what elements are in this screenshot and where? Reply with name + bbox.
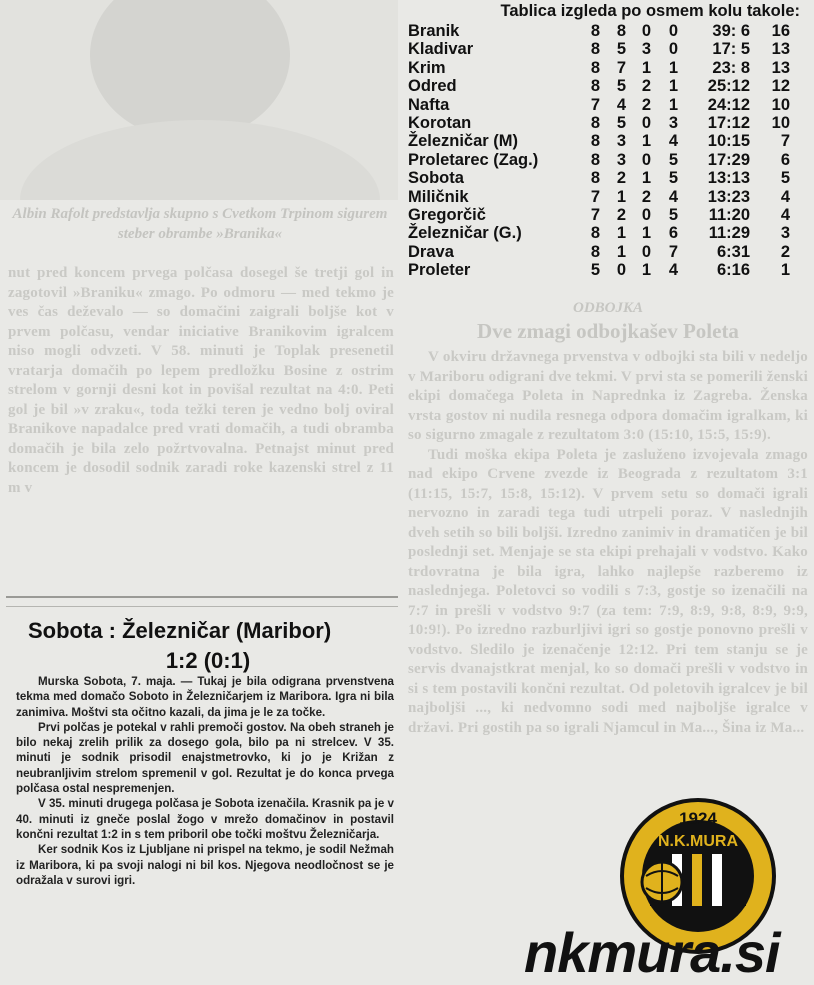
table-cell-l: 4: [668, 132, 678, 151]
table-cell-p: 8: [590, 132, 600, 151]
logo-year: 1924: [679, 809, 717, 828]
table-cell-team: Branik: [408, 22, 460, 40]
table-row: [408, 22, 808, 40]
table-row: [408, 40, 808, 58]
table-cell-w: 5: [616, 40, 626, 59]
table-cell-team: Sobota: [408, 169, 464, 188]
table-cell-pts: 16: [771, 22, 790, 40]
table-cell-p: 8: [590, 22, 600, 40]
table-row: [408, 77, 808, 95]
table-cell-goals: 10:15: [707, 132, 750, 151]
table-cell-p: 8: [590, 169, 600, 188]
table-cell-w: 1: [616, 242, 626, 261]
table-cell-d: 1: [641, 224, 651, 243]
table-cell-goals: 11:20: [708, 206, 750, 224]
table-cell-l: 6: [668, 224, 678, 243]
table-cell-p: 7: [590, 206, 600, 224]
table-cell-pts: 6: [780, 150, 790, 169]
section-headline: Dve zmagi odbojkašev Poleta: [477, 319, 739, 343]
table-cell-w: 1: [616, 187, 626, 206]
table-cell-w: 3: [616, 150, 626, 169]
table-cell-pts: 5: [780, 169, 790, 188]
table-cell-team: Gregorčič: [408, 206, 486, 224]
table-cell-w: 1: [616, 224, 626, 243]
table-cell-d: 1: [641, 58, 651, 77]
table-cell-d: 1: [641, 261, 651, 280]
article-paragraph: V 35. minuti drugega polčasa je Sobota izenačila. Krasnik pa je v 40. minuti iz gneče poslal žogo v mrežo domačinov in postavil končni rezultat 1:2 in s tem priboril obe točki moštvu Železničarja.: [16, 797, 394, 841]
watermark-text: nkmura.si: [524, 921, 780, 984]
table-row: [408, 169, 808, 187]
table-cell-d: 2: [641, 95, 651, 114]
table-cell-l: 1: [668, 95, 678, 114]
table-cell-w: 7: [616, 58, 626, 77]
table-cell-d: 0: [641, 150, 651, 169]
table-cell-p: 8: [590, 114, 600, 132]
table-cell-l: 0: [668, 22, 678, 40]
table-row: [408, 114, 808, 132]
table-cell-pts: 4: [780, 206, 790, 224]
table-cell-w: 4: [616, 95, 626, 114]
table-cell-l: 5: [668, 206, 678, 224]
article-body: [16, 674, 394, 888]
table-cell-goals: 6:31: [716, 242, 750, 261]
table-cell-goals: 24:12: [707, 95, 750, 114]
table-row: [408, 243, 808, 261]
table-cell-pts: 2: [780, 242, 790, 261]
table-cell-d: 1: [641, 132, 651, 151]
right-faded-column: [408, 300, 808, 738]
table-cell-team: Drava: [408, 242, 454, 261]
table-cell-goals: 25:12: [707, 77, 750, 96]
table-row: [408, 261, 808, 279]
table-cell-p: 8: [590, 242, 600, 261]
table-cell-d: 0: [641, 114, 651, 132]
table-cell-pts: 7: [780, 132, 790, 151]
table-cell-pts: 10: [771, 114, 790, 132]
table-cell-l: 4: [668, 261, 678, 280]
table-cell-team: Železničar (G.): [408, 224, 522, 243]
table-row: [408, 132, 808, 150]
table-cell-l: 1: [668, 77, 678, 96]
table-cell-d: 1: [641, 169, 651, 188]
table-cell-team: Nafta: [408, 95, 450, 114]
table-cell-pts: 13: [771, 40, 790, 59]
table-cell-w: 2: [616, 169, 626, 188]
article-title: Sobota : Železničar (Maribor): [28, 618, 332, 643]
table-cell-goals: 6:16: [716, 261, 750, 280]
table-cell-p: 8: [590, 58, 600, 77]
table-cell-l: 3: [668, 114, 678, 132]
left-faded-column: [8, 264, 394, 498]
table-cell-pts: 4: [780, 187, 790, 206]
table-cell-d: 2: [641, 77, 651, 96]
table-cell-goals: 17:12: [707, 114, 750, 132]
table-cell-team: Proletarec (Zag.): [408, 150, 539, 169]
table-cell-l: 0: [668, 40, 678, 59]
table-cell-pts: 12: [771, 77, 790, 96]
table-cell-d: 2: [641, 187, 651, 206]
table-cell-p: 7: [590, 95, 600, 114]
table-row: [408, 59, 808, 77]
table-cell-l: 7: [668, 242, 678, 261]
table-cell-d: 0: [641, 22, 651, 40]
table-cell-pts: 1: [780, 261, 790, 280]
table-cell-l: 4: [668, 187, 678, 206]
table-cell-p: 7: [590, 187, 600, 206]
photo-caption: Albin Rafolt predstavlja skupno s Cvetkom Trpinom sigurem steber obrambe »Branika«: [12, 206, 388, 242]
left-divider: [6, 596, 398, 598]
table-cell-w: 3: [616, 132, 626, 151]
table-cell-w: 0: [616, 261, 626, 280]
table-row: [408, 96, 808, 114]
table-cell-w: 2: [616, 206, 626, 224]
table-cell-p: 8: [590, 150, 600, 169]
table-cell-team: Odred: [408, 77, 457, 96]
table-cell-team: Krim: [408, 58, 446, 77]
table-cell-pts: 13: [771, 58, 790, 77]
table-cell-goals: 17:29: [707, 150, 750, 169]
article-paragraph: Prvi polčas je potekal v rahli premoči gostov. Na obeh straneh je bilo nekaj zrelih prilik za dosego gola, bilo pa ni strelcev. V 35. minuti je sodnik prisodil enajstmetrovko, ki jo je Križan z neubranljivim strelom spremenil v gol. Rezultat je do konca prvega polčasa ostal nespremenjen.: [16, 720, 394, 796]
left-faded-paragraph: nut pred koncem prvega polčasa dosegel še tretji gol in zagotovil »Braniku« zmago. Po odmoru — med tekmo je ves čas deževalo — so domačini zaigrali boljše kot v prvem polčasu, vendar iniciative Branikovim igralcem niso mogli odvzeti. V 58. minuti je Toplak presenetil vratarja domačih po lepem predložku Bosine z ostrim strelom v gornji desni kot in povišal rezultat na 4:0. Peti gol je bil »v zraku«, toda težki teren je vedno bolj oviral Branikove napadalce pred vrati domačih, a tudi obramba domačih je bila zelo požrtvovalna. Petnajst minut pred koncem je dosodil sodnik zaradi roke kazenski strel z 11 m v: [8, 265, 394, 496]
table-row: [408, 188, 808, 206]
table-cell-team: Proleter: [408, 261, 471, 280]
league-table-header: Tablica izgleda po osmem kolu takole:: [500, 2, 800, 20]
table-cell-team: Železničar (M): [408, 132, 519, 151]
table-cell-goals: 39: 6: [712, 22, 750, 40]
table-cell-p: 5: [590, 261, 600, 280]
logo-club-name: N.K.MURA: [658, 833, 738, 850]
table-cell-l: 5: [668, 150, 678, 169]
table-cell-d: 0: [641, 242, 651, 261]
table-cell-team: Kladivar: [408, 40, 474, 59]
table-cell-w: 8: [616, 22, 626, 40]
table-cell-pts: 10: [771, 95, 790, 114]
table-cell-w: 5: [616, 77, 626, 96]
table-cell-goals: 17: 5: [712, 40, 750, 59]
table-cell-w: 5: [616, 114, 626, 132]
right-faded-paragraph: V okviru državnega prvenstva v odbojki sta bili v nedeljo v Mariboru odigrani dve tekmi. V prvi sta se pomerili ženski ekipi domačega Poleta in Naprednka iz Zagreba. Ženska vrsta gostov ni nudila resnega odpora domačim igralkam, ki so sigurno zmagale z rezultatom 3:0 (15:10, 15:5, 15:9).: [408, 349, 808, 443]
table-row: [408, 206, 808, 224]
table-cell-team: Korotan: [408, 114, 472, 132]
table-cell-l: 5: [668, 169, 678, 188]
section-kicker: ODBOJKA: [572, 300, 643, 316]
article-paragraph: Ker sodnik Kos iz Ljubljane ni prispel na tekmo, je sodil Nežmah iz Maribora, ki pa svoji nalogi ni bil kos. Njegova neodločnost se je odražala v surovi igri.: [16, 843, 394, 887]
table-cell-d: 3: [641, 40, 651, 59]
table-cell-p: 8: [590, 77, 600, 96]
table-cell-goals: 13:23: [707, 187, 750, 206]
table-cell-p: 8: [590, 40, 600, 59]
table-cell-d: 0: [641, 206, 651, 224]
table-row: [408, 151, 808, 169]
table-row: [408, 224, 808, 242]
table-cell-l: 1: [668, 58, 678, 77]
table-cell-p: 8: [590, 224, 600, 243]
table-cell-goals: 13:13: [707, 169, 750, 188]
table-cell-team: Miličnik: [408, 187, 469, 206]
table-cell-pts: 3: [780, 224, 790, 243]
right-faded-paragraph: Tudi moška ekipa Poleta je zasluženo izvojevala zmago nad ekipo Crvene zvezde iz Beograda z rezultatom 3:1 (11:15, 15:7, 15:8, 15:12). V prvem setu so domači igrali nervozno in zaradi tega tudi utrpeli poraz. V naslednjih dveh setih so bili boljši. Izredno zanimiv in dramatičen je bil poslednji set. Menjaje se sta ekipi prehajali v vodstvo. Kako trdovratna je bila igra, lahko najlepše razberemo iz naslednjega. Poletovci so vodili s 7:3, gostje so izenačili na 7:7 in prešli v vodstvo 9:7 (za tem: 7:9, 8:9, 9:8, 8:9, 9:9, 10:9!). Po izredno razburljivi igri so gostje ponovno prešli v vodstvo. Sledilo je izenačenje 12:12. Pri tem stanju se je servis dvanajstkrat menjal, ko so domači prešli v vodstvo in si s tem postavili končni rezultat. Od poletovih igralcev je bil najboljši ..., ki nedvomno sodi med najboljše igralce v državi. Pri gostih pa so igrali Njamcul in Ma..., Šina iz Ma...: [408, 446, 808, 736]
table-cell-goals: 23: 8: [712, 58, 750, 77]
article-paragraph: Murska Sobota, 7. maja. — Tukaj je bila odigrana prvenstvena tekma med domačo Soboto in Železničarjem iz Maribora. Igra ni bila zanimiva. Moštvi sta očitno kazali, da jima je le za točke.: [16, 675, 394, 719]
article-top-rule: [6, 606, 398, 607]
player-photo: [0, 0, 398, 200]
table-cell-goals: 11:29: [708, 224, 750, 243]
article-score: 1:2 (0:1): [165, 648, 251, 673]
